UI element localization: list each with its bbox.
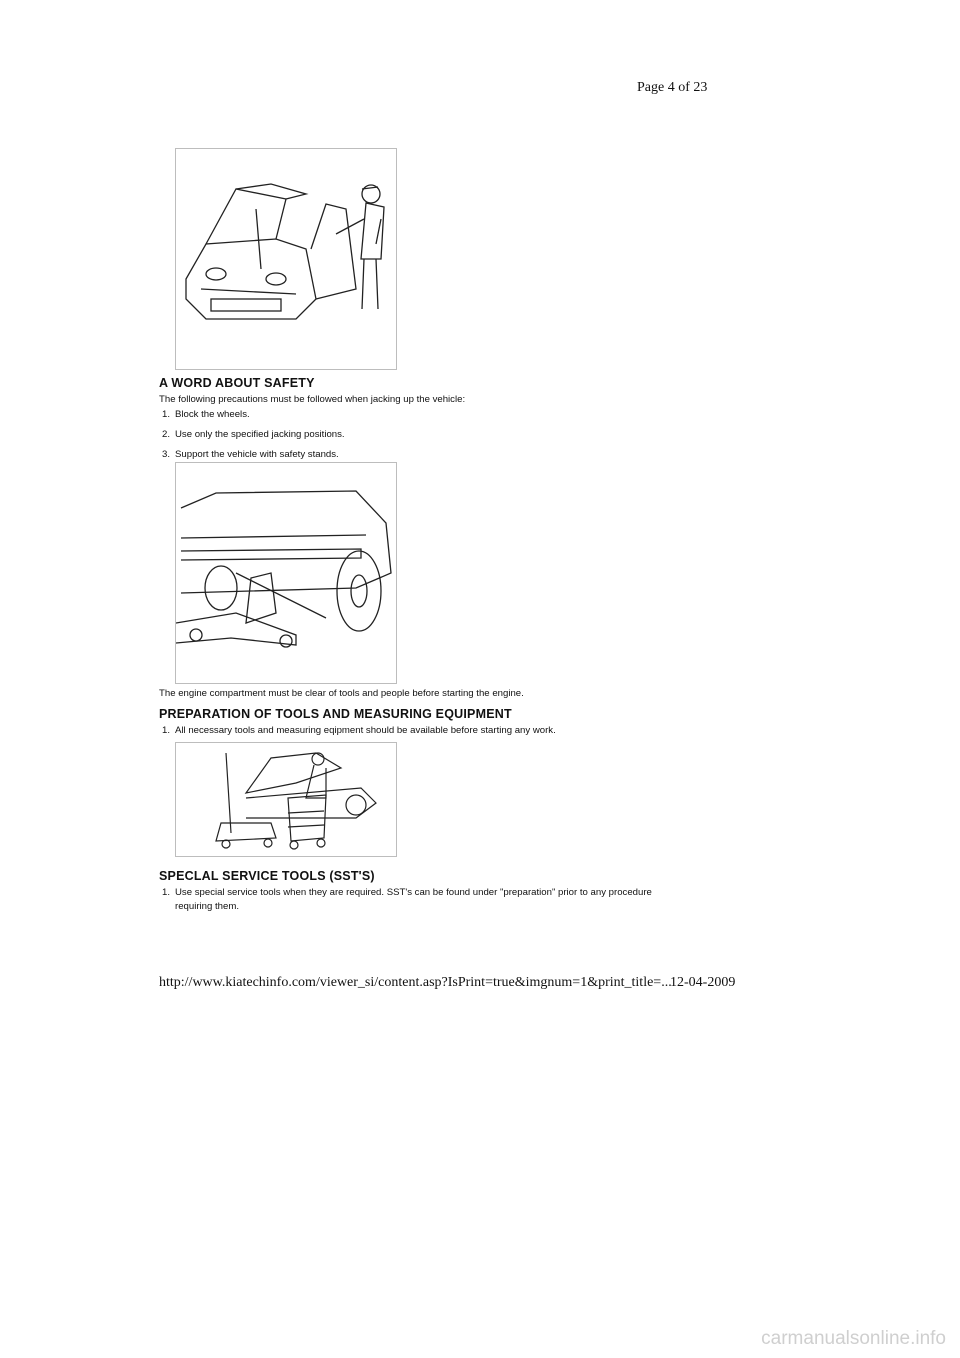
tools-illustration (176, 743, 396, 856)
page-number: Page 4 of 23 (637, 80, 708, 95)
figure-jacking (175, 462, 397, 684)
list-item: 1. Block the wheels. (162, 409, 250, 420)
figure-tools (175, 742, 397, 857)
list-item-continuation: requiring them. (175, 901, 239, 912)
list-item: 1. Use special service tools when they are required. SST's can be found under "preparation" prior to any procedure (162, 887, 652, 898)
open-hood-illustration (176, 149, 396, 369)
list-item: 3. Support the vehicle with safety stands. (162, 449, 339, 460)
watermark: carmanualsonline.info (761, 1328, 946, 1349)
safety-heading: A WORD ABOUT SAFETY (159, 376, 315, 390)
print-date: 12-04-2009 (670, 975, 736, 990)
sst-heading: SPECLAL SERVICE TOOLS (SST'S) (159, 869, 375, 883)
safety-note: The engine compartment must be clear of tools and people before starting the engine. (159, 688, 524, 699)
preparation-heading: PREPARATION OF TOOLS AND MEASURING EQUIPMENT (159, 707, 512, 721)
figure-open-hood (175, 148, 397, 370)
list-item: 1. All necessary tools and measuring eqipment should be available before starting any work. (162, 725, 556, 736)
jacking-illustration (176, 463, 396, 683)
source-url: http://www.kiatechinfo.com/viewer_si/content.asp?IsPrint=true&imgnum=1&print_title=... (159, 975, 672, 990)
list-item: 2. Use only the specified jacking positions. (162, 429, 345, 440)
safety-intro: The following precautions must be followed when jacking up the vehicle: (159, 394, 466, 405)
